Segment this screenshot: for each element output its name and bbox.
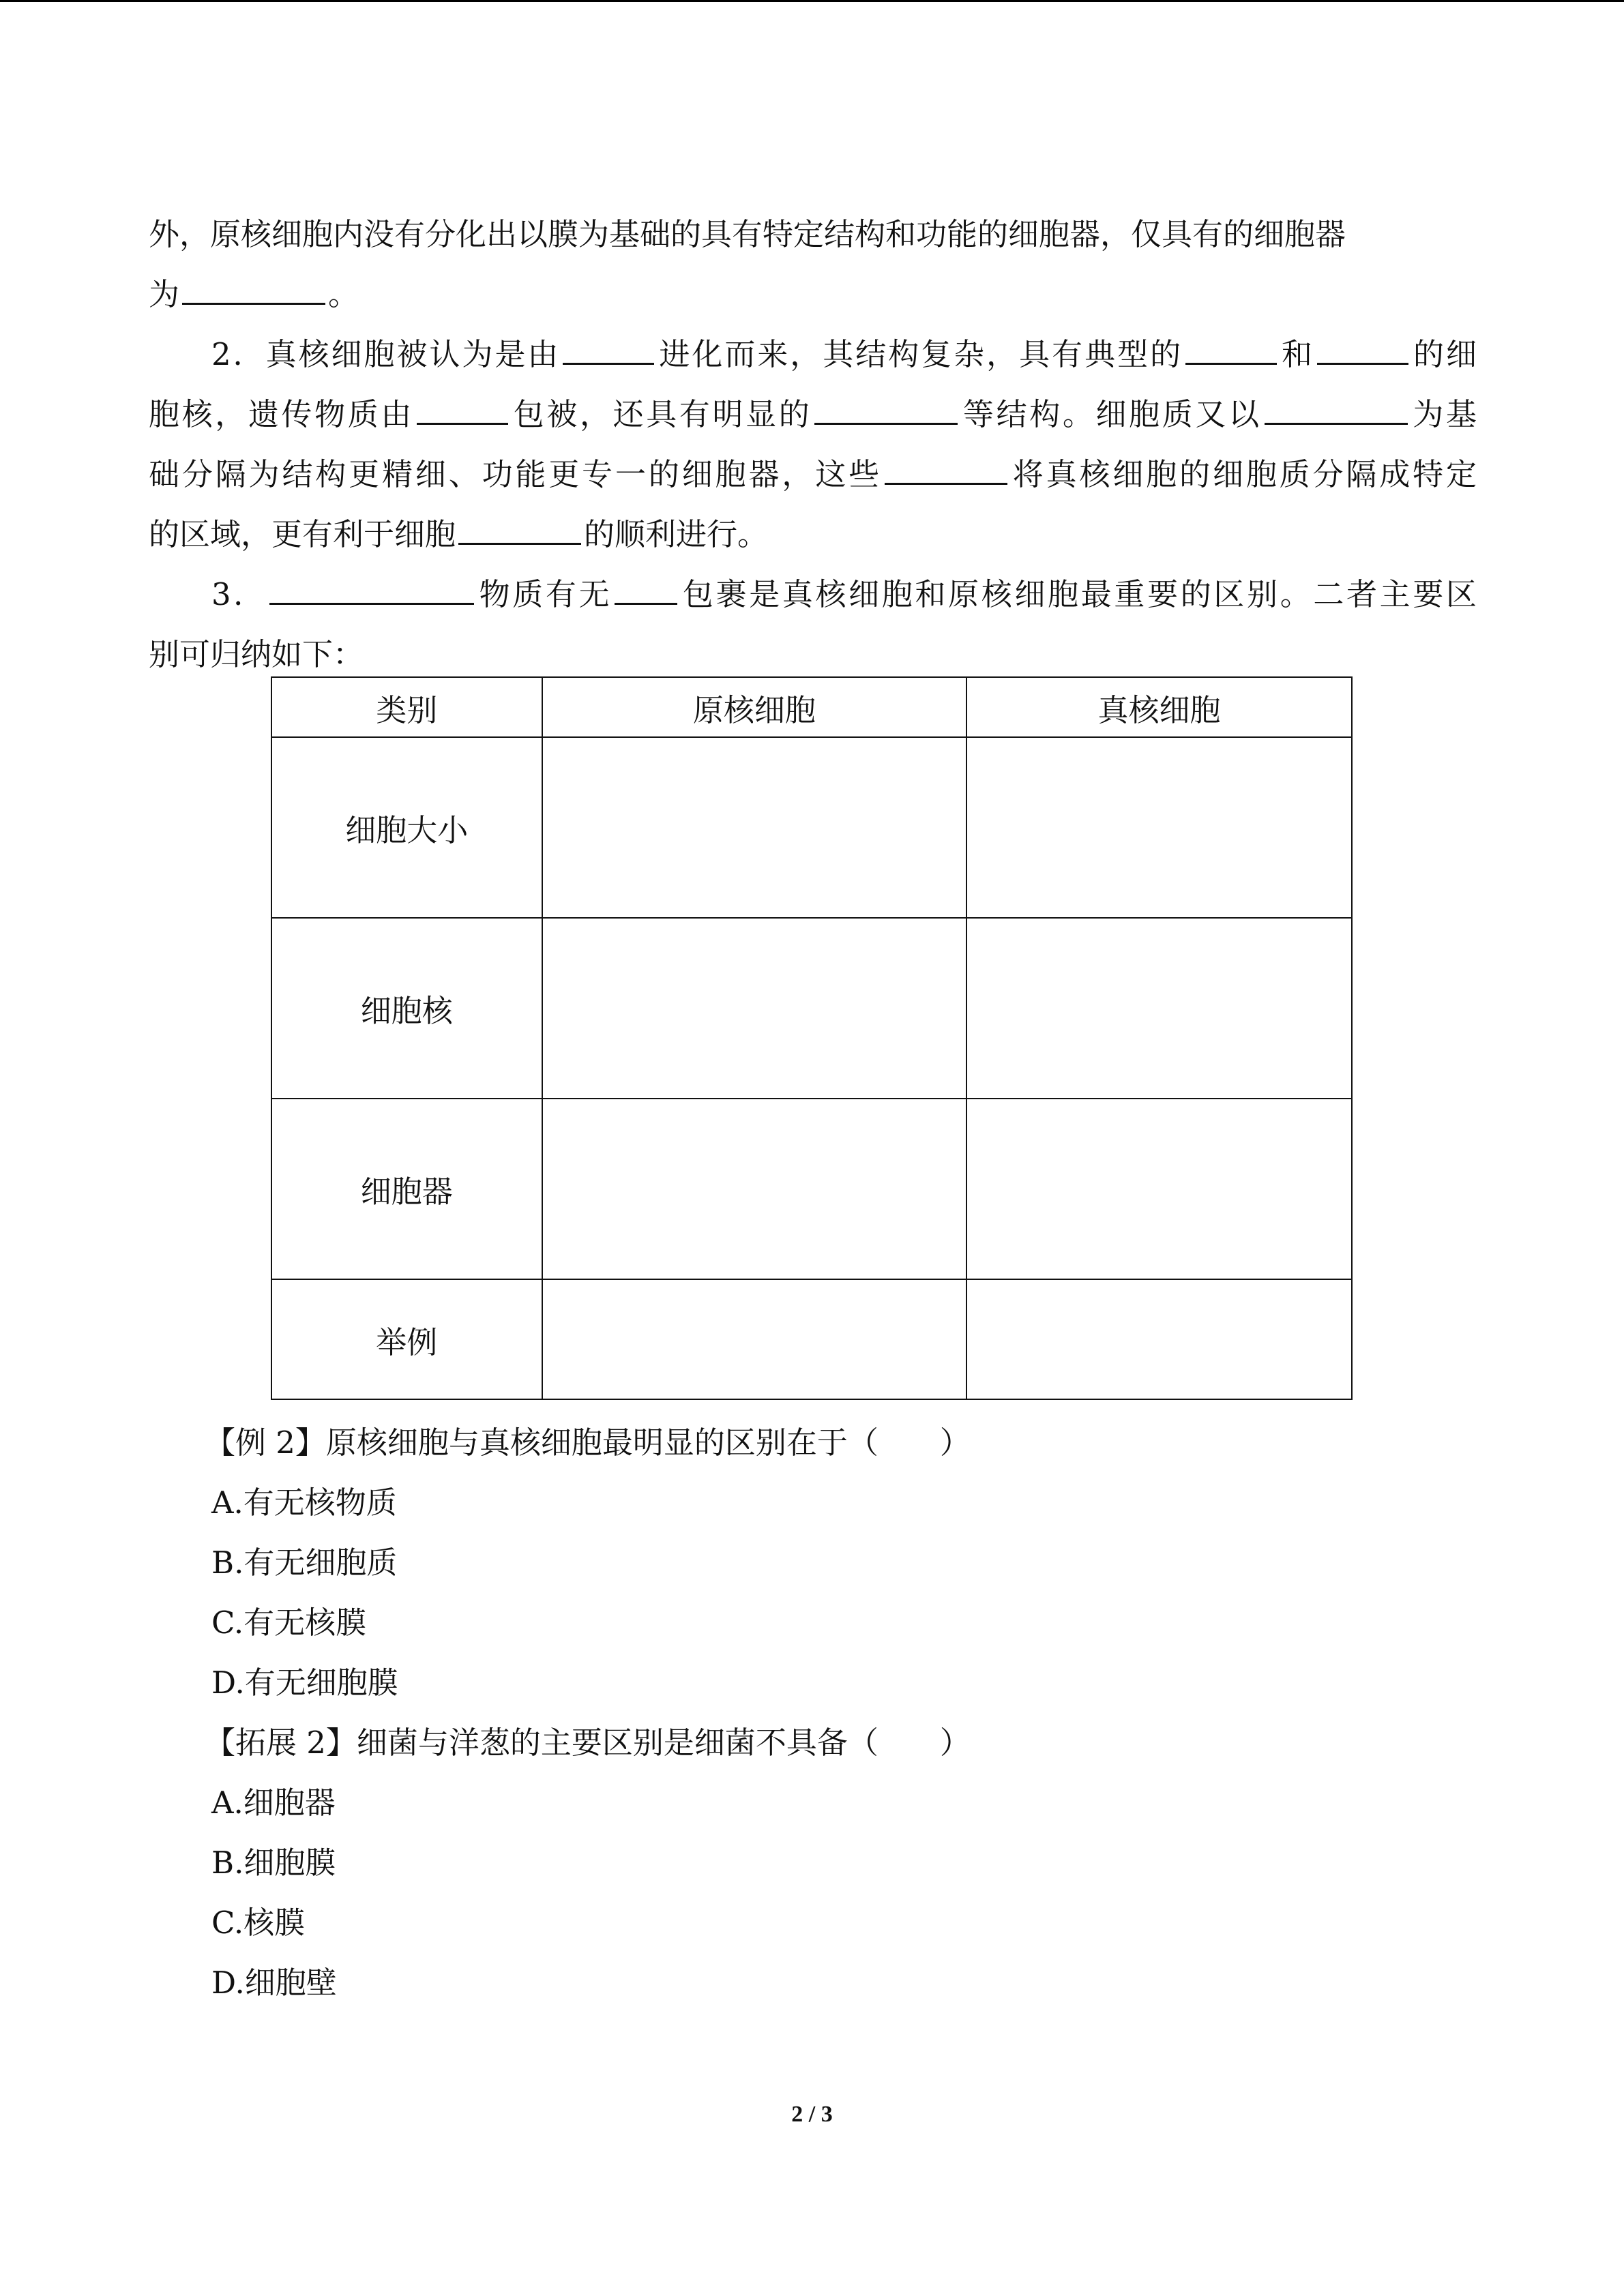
answer-cell[interactable] <box>966 737 1352 918</box>
fill-blank[interactable] <box>1317 334 1408 365</box>
table-header-eukaryote: 真核细胞 <box>966 677 1352 737</box>
paragraph-2-line-1: 2．真核细胞被认为是由 进化而来，其结构复杂，具有典型的 和 的细 <box>149 325 1477 385</box>
table-row <box>271 1279 1352 1399</box>
paragraph-3-line-1: 3． 物质有无 包裹是真核细胞和原核细胞最重要的区别。二者主要区 <box>149 565 1477 625</box>
fill-blank[interactable] <box>269 574 474 605</box>
paragraph-2-line-2: 胞核，遗传物质由 包被，还具有明显的 等结构。细胞质又以 为基 <box>149 385 1477 445</box>
question-title-example-2: 【例 2】原核细胞与真核细胞最明显的区别在于（ ） <box>205 1425 971 1461</box>
fill-blank[interactable] <box>814 394 958 425</box>
paragraph-1-line-1: 外，原核细胞内没有分化出以膜为基础的具有特定结构和功能的细胞器，仅具有的细胞器 <box>149 216 1346 252</box>
answer-cell[interactable] <box>966 1099 1352 1279</box>
table-row <box>271 1099 1352 1279</box>
fill-blank[interactable] <box>885 454 1007 485</box>
option-a[interactable]: A.细胞器 <box>211 1785 336 1821</box>
answer-cell[interactable] <box>966 1279 1352 1399</box>
page-top-border <box>0 0 1624 2</box>
table-row <box>271 918 1352 1099</box>
row-label: 细胞器 <box>271 1099 542 1279</box>
worksheet-text <box>149 205 1477 685</box>
answer-cell[interactable] <box>542 737 967 918</box>
fill-blank[interactable] <box>182 274 325 305</box>
fill-blank[interactable] <box>615 574 677 605</box>
option-a[interactable]: A.有无核物质 <box>211 1485 397 1521</box>
table-header-prokaryote: 原核细胞 <box>542 677 967 737</box>
fill-blank[interactable] <box>458 514 581 545</box>
row-label: 举例 <box>271 1279 542 1399</box>
option-c[interactable]: C.有无核膜 <box>211 1605 367 1641</box>
question-title-extension-2: 【拓展 2】细菌与洋葱的主要区别是细菌不具备（ ） <box>205 1725 971 1761</box>
answer-cell[interactable] <box>542 1099 967 1279</box>
page-number: 2 / 3 <box>791 2102 833 2127</box>
paragraph-3-line-2: 别可归纳如下： <box>149 636 364 672</box>
row-label: 细胞大小 <box>271 737 542 918</box>
comparison-table <box>271 676 1353 1400</box>
table-row <box>271 737 1352 918</box>
answer-cell[interactable] <box>542 918 967 1099</box>
option-d[interactable]: D.有无细胞膜 <box>211 1665 398 1701</box>
paragraph-2-line-3: 础分隔为结构更精细、功能更专一的细胞器，这些 将真核细胞的细胞质分隔成特定 <box>149 445 1477 505</box>
option-b[interactable]: B.细胞膜 <box>211 1845 336 1881</box>
fill-blank[interactable] <box>563 334 654 365</box>
row-label: 细胞核 <box>271 918 542 1099</box>
option-d[interactable]: D.细胞壁 <box>211 1965 337 2001</box>
paragraph-2-line-4: 的区域，更有利于细胞 的顺利进行。 <box>149 505 1477 565</box>
answer-cell[interactable] <box>542 1279 967 1399</box>
answer-cell[interactable] <box>966 918 1352 1099</box>
fill-blank[interactable] <box>1265 394 1408 425</box>
table-header-row <box>271 677 1352 737</box>
option-c[interactable]: C.核膜 <box>211 1905 306 1941</box>
paragraph-1-line-2: 为 。 <box>149 265 1477 325</box>
option-b[interactable]: B.有无细胞质 <box>211 1545 398 1581</box>
fill-blank[interactable] <box>1185 334 1277 365</box>
questions-section <box>205 1413 971 2013</box>
fill-blank[interactable] <box>417 394 508 425</box>
table-header-category: 类别 <box>271 677 542 737</box>
